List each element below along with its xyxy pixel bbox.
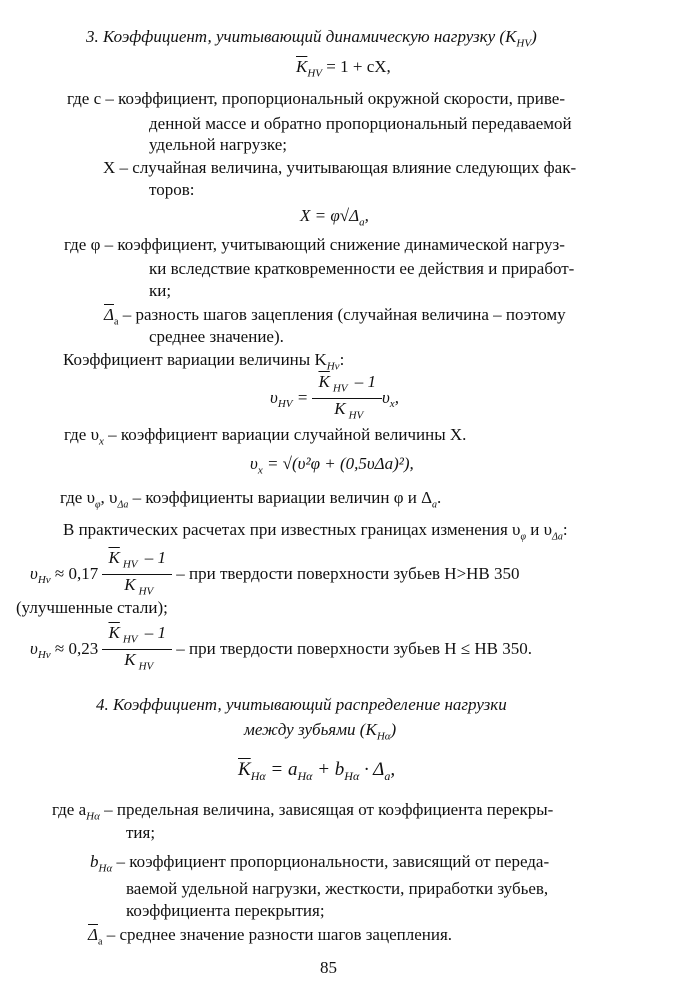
where-c-line-3: удельной нагрузке; bbox=[149, 135, 288, 154]
section-3-heading: 3. Коэффициент, учитывающий динамическую нагрузку $(K_{HV})$ bbox=[86, 27, 537, 50]
a-def-line-2: тия; bbox=[126, 823, 156, 842]
a-def-line-1: где $a_{H\alpha}$ – предельная величина, зависящая от коэффициента перекры- bbox=[52, 800, 554, 823]
formula-x: $X = \varphi√\Delta_a$, bbox=[300, 206, 369, 229]
b-def-line-3: коэффициента перекрытия; bbox=[126, 901, 325, 920]
practical-line: В практических расчетах при известных границах изменения $\upsilon_\varphi$ и $\upsilon_{\Delta a}$: bbox=[63, 520, 568, 543]
where-c-line-2: денной массе и обратно пропорциональный передаваемой bbox=[149, 114, 572, 133]
coef-def: где $\upsilon_\varphi$, $\upsilon_{\Delta a}$ – коэффициенты вариации величин φ и $\Delta_a$. bbox=[60, 488, 442, 511]
x-def-line-2: торов: bbox=[149, 180, 195, 199]
vx-def: где $\upsilon_x$ – коэффициент вариации случайной величины X. bbox=[64, 425, 467, 448]
phi-def-line-1: где φ – коэффициент, учитывающий снижение динамической нагруз- bbox=[64, 235, 565, 254]
x-def-line-1: X – случайная величина, учитывающая влияние следующих фак- bbox=[103, 158, 577, 177]
formula-kha: $\overline{K}_{H\alpha} = a_{H\alpha} + b_{H\alpha} \cdot \Delta_a$, bbox=[238, 759, 396, 783]
delta-def-line-2: среднее значение). bbox=[149, 327, 284, 346]
approx-2: $\upsilon_{Hv} \approx 0,23$ $\frac{\overline{K} _{HV} - 1}{\overline{K} _{HV}}$ – при твердости поверхности зубьев H ≤ HB 350. bbox=[30, 623, 533, 673]
b-def-line-2: ваемой удельной нагрузки, жесткости, приработки зубьев, bbox=[126, 879, 549, 898]
phi-def-line-3: ки; bbox=[149, 281, 172, 300]
delta-def-line-1: $\overline{\Delta}_a$ – разность шагов зацепления (случайная величина – поэтому bbox=[104, 305, 566, 328]
formula-v-hv: $\upsilon_{HV}$ = $\frac{\overline{K} _{HV} - 1}{\overline{K} _{HV}}$ $\upsilon_x$, bbox=[270, 372, 399, 422]
section-4-heading-2: между зубьями $(K_{H\alpha})$ bbox=[244, 720, 397, 743]
where-c-line-1: где c – коэффициент, пропорциональный окружной скорости, приве- bbox=[67, 89, 565, 108]
formula-khv: $\overline{K}_{HV} = 1$ + cX, bbox=[296, 57, 391, 80]
approx-1: $\upsilon_{Hv} \approx 0,17$ $\frac{\overline{K} _{HV} - 1}{\overline{K} _{HV}}$ – при твердости поверхности зубьев H>HB 350 bbox=[30, 548, 520, 598]
variation-intro: Коэффициент вариации величины $K_{Hv}$: bbox=[63, 350, 345, 373]
delta-mean-def: $\overline{\Delta}_a$ – среднее значение разности шагов зацепления. bbox=[88, 925, 453, 948]
section-4-heading-1: 4. Коэффициент, учитывающий распределение нагрузки bbox=[96, 695, 507, 714]
phi-def-line-2: ки вследствие кратковременности ее действия и приработ- bbox=[149, 259, 575, 278]
formula-vx: $\upsilon_x = √(\upsilon^2\varphi + (0,5\upsilon\Delta a)^2)$, bbox=[250, 454, 414, 477]
approx-1-continued: (улучшенные стали); bbox=[16, 598, 168, 617]
b-def-line-1: $b_{H\alpha}$ – коэффициент пропорциональности, зависящий от переда- bbox=[90, 852, 550, 875]
page-number: 85 bbox=[320, 958, 337, 977]
